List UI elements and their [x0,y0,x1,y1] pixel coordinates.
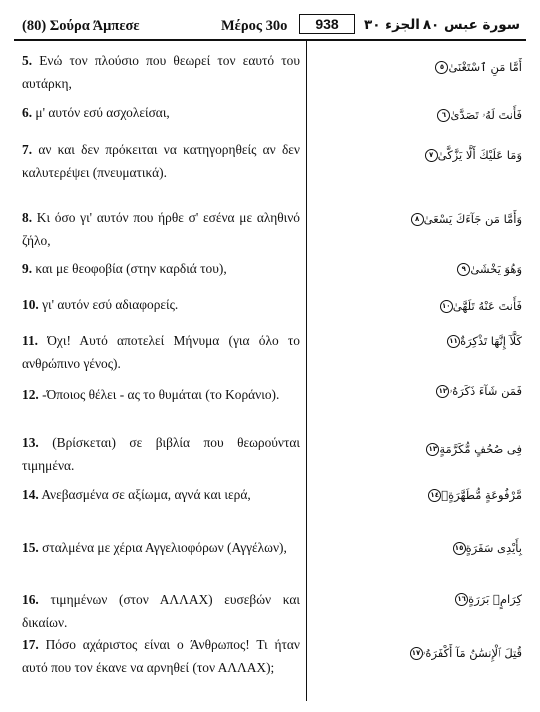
verse-number: 5. [22,53,33,68]
column-divider [306,41,307,701]
arabic-text: فَمَن شَآءَ ذَكَرَهُۥ [449,384,522,398]
arabic-text: كَلَّآ إِنَّهَا تَذْكِرَةٌ [460,334,522,348]
verse-11-translation [22,330,300,375]
ayah-marker-icon: ١٢ [436,385,449,398]
verse-8-arabic [410,209,522,229]
verse-12-arabic [435,381,522,401]
header-rule [14,39,526,41]
page-number: 938 [299,14,355,34]
ayah-marker-icon: ٧ [425,149,438,162]
arabic-text: كِرَامٍۭ بَرَرَةٍ [468,592,522,606]
verse-number: 13. [22,435,39,450]
arabic-text: وَهُوَ يَخْشَىٰ [470,262,522,276]
verse-number: 7. [22,142,33,157]
ayah-marker-icon: ١١ [447,335,460,348]
verse-7-translation [22,139,300,184]
verse-text: Πόσο αχάριστος είναι ο Άνθρωπος! Τι ήταν αυτό που τον έκανε να αρνηθεί (τον ΑΛΛΑΧ); [22,637,300,675]
ayah-marker-icon: ١٦ [455,593,468,606]
verse-16-translation [22,589,300,634]
verse-11-arabic [446,331,522,351]
header-surah-arabic: سورة عبس ٨٠ [422,17,520,33]
verse-12-translation [22,384,300,407]
ayah-marker-icon: ١٣ [426,443,439,456]
verse-number: 10. [22,297,39,312]
ayah-marker-icon: ١٤ [428,489,441,502]
verse-14-translation [22,484,300,507]
verse-8-translation [22,207,300,252]
header-part-greek: Μέρος 30ο [221,18,288,34]
verse-13-translation [22,432,300,477]
verse-number: 16. [22,592,39,607]
verse-text: μ' αυτόν εσύ ασχολείσαι, [35,105,170,120]
verse-number: 6. [22,105,33,120]
arabic-text: فَأَنتَ لَهُۥ تَصَدَّىٰ [450,108,522,122]
verse-5-translation [22,50,300,95]
arabic-text: وَأَمَّا مَن جَآءَكَ يَسْعَىٰ [423,212,522,226]
verse-14-arabic [427,485,522,505]
verse-text: Όχι! Αυτό αποτελεί Μήνυμα (για όλο το ανθρώπινο γένος). [22,333,300,371]
verse-6-translation [22,102,300,125]
verse-text: (Βρίσκεται) σε βιβλία που θεωρούνται τιμημένα. [22,435,300,473]
verse-text: γι' αυτόν εσύ αδιαφορείς. [42,297,179,312]
verse-text: αν και δεν πρόκειται να κατηγορηθείς αν δεν καλυτερέψει (πνευματικά). [22,142,300,180]
verse-number: 17. [22,637,39,652]
ayah-marker-icon: ١٥ [453,542,466,555]
ayah-marker-icon: ٨ [411,213,424,226]
verse-15-translation [22,537,300,560]
verse-13-arabic [425,439,522,459]
verse-text: Ενώ τον πλούσιο που θεωρεί τον εαυτό του αυτάρκη, [22,53,300,91]
verse-text: Ανεβασμένα σε αξίωμα, αγνά και ιερά, [41,487,251,502]
verse-10-translation [22,294,300,317]
verse-7-arabic [424,145,522,165]
header-surah-greek: (80) Σούρα Άμπεσε [22,18,140,34]
ayah-marker-icon: ١٠ [440,300,453,313]
verse-number: 12. [22,387,39,402]
verse-number: 8. [22,210,33,225]
page-header [14,14,526,38]
verse-9-arabic [456,259,522,279]
verse-text: Κι όσο γι' αυτόν που ήρθε σ' εσένα με αληθινό ζήλο, [22,210,300,248]
verse-17-arabic [409,643,522,663]
ayah-marker-icon: ١٧ [410,647,423,660]
verse-number: 9. [22,261,33,276]
arabic-text: فَأَنتَ عَنْهُ تَلَهَّىٰ [452,299,522,313]
verse-17-translation [22,634,300,679]
verse-text: -Όποιος θέλει - ας το θυμάται (το Κοράνιο). [42,387,280,402]
ayah-marker-icon: ٥ [435,61,448,74]
arabic-text: قُتِلَ ٱلْإِنسَٰنُ مَآ أَكْفَرَهُۥ [422,646,522,660]
verse-16-arabic [454,589,522,609]
header-juz-arabic: الجزء ٣٠ [364,17,420,33]
verse-text: τιμημένων (στον ΑΛΛΑΧ) ευσεβών και δικαίων. [22,592,301,630]
verse-9-translation [22,258,300,281]
arabic-text: فِى صُحُفٍ مُّكَرَّمَةٍ [439,442,522,456]
arabic-text: مَّرْفُوعَةٍ مُّطَهَّرَةٍۭ [441,488,522,502]
verse-text: και με θεοφοβία (στην καρδιά του), [35,261,227,276]
verse-10-arabic [439,296,522,316]
arabic-text: وَمَا عَلَيْكَ أَلَّا يَزَّكَّىٰ [437,148,522,162]
arabic-text: أَمَّا مَنِ ٱسْتَغْنَىٰ [448,60,522,74]
verse-number: 14. [22,487,39,502]
arabic-text: بِأَيْدِى سَفَرَةٍ [465,541,522,555]
verse-15-arabic [452,538,522,558]
verse-6-arabic [436,105,522,125]
verse-5-arabic [434,57,522,77]
verse-text: σταλμένα με χέρια Αγγελιοφόρων (Αγγέλων), [42,540,287,555]
verse-number: 15. [22,540,39,555]
ayah-marker-icon: ٩ [457,263,470,276]
verse-number: 11. [22,333,38,348]
ayah-marker-icon: ٦ [437,109,450,122]
